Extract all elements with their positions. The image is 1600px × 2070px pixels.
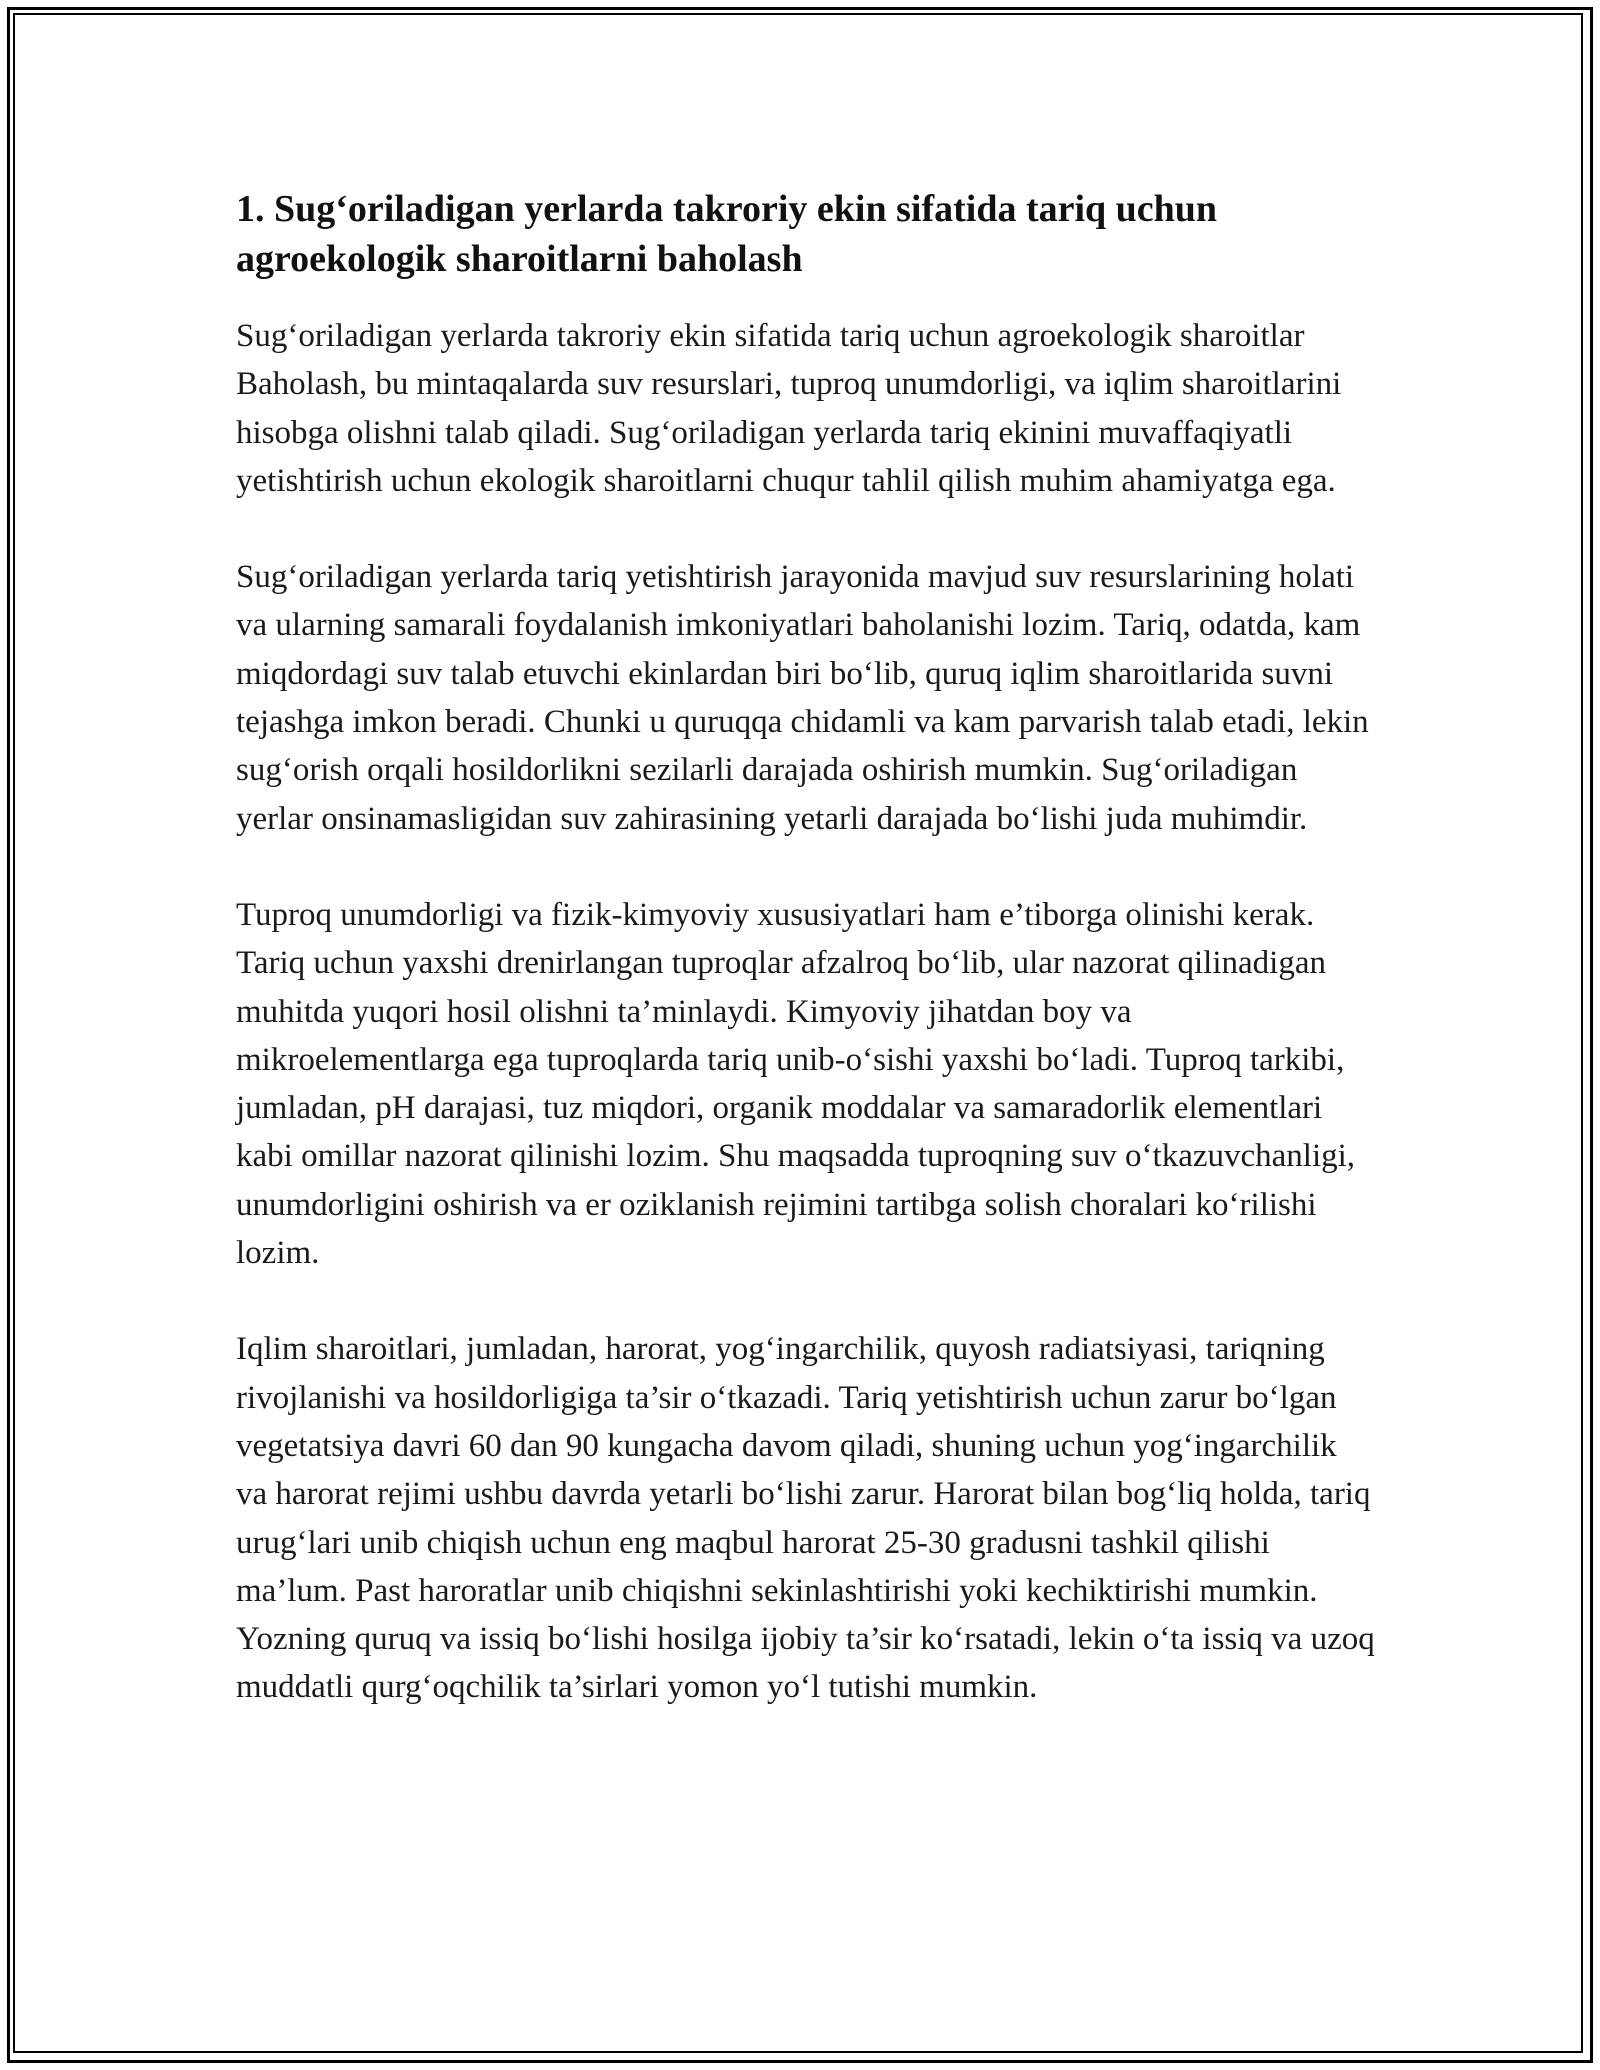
paragraph-soil-fertility: Tuproq unumdorligi va fizik-kimyoviy xususiyatlari ham e’tiborga olinishi kerak. Tariq uchun yaxshi drenirlangan tuproqlar afzalroq bo‘lib, ular nazorat qilinadigan muhitda yuqori hosil olishni ta’minlaydi. Kimyoviy jihatdan boy va mikroelementlarga ega tuproqlarda tariq unib-o‘sishi yaxshi bo‘ladi. Tuproq tarkibi, jumladan, pH darajasi, tuz miqdori, organik moddalar va samaradorlik elementlari kabi omillar nazorat qilinishi lozim. Shu maqsadda tuproqning suv o‘tkazuvchanligi, unumdorligini oshirish va er oziklanish rejimini tartibga solish choralari ko‘rilishi lozim. xyxy=(236,896,1356,1272)
paragraph-intro: Sug‘oriladigan yerlarda takroriy ekin sifatida tariq uchun agroekologik sharoitlar Baholash, bu mintaqalarda suv resurslari, tuproq unumdorligi, va iqlim sharoitlarini hisobga olishni talab qiladi. Sug‘oriladigan yerlarda tariq ekinini muvaffaqiyatli yetishtirish uchun ekologik sharoitlarni chuqur tahlil qilish muhim ahamiyatga ega. xyxy=(236,318,1342,499)
section-heading: 1. Sug‘oriladigan yerlarda takroriy ekin sifatida tariq uchun agroekologik sharoitlarni baholash xyxy=(236,188,1218,280)
paragraph-water-resources: Sug‘oriladigan yerlarda tariq yetishtirish jarayonida mavjud suv resurslarining holati va ularning samarali foydalanish imkoniyatlari baholanishi lozim. Tariq, odatda, kam miqdordagi suv talab etuvchi ekinlardan biri bo‘lib, quruq iqlim sharoitlarida suvni tejashga imkon beradi. Chunki u quruqqa chidamli va kam parvarish talab etadi, lekin sug‘orish orqali hosildorlikni sezilarli darajada oshirish mumkin. Sug‘oriladigan yerlar onsinamasligidan suv zahirasining yetarli darajada bo‘lishi juda muhimdir. xyxy=(236,559,1369,837)
document-body xyxy=(236,184,1376,1760)
paragraph-climate-conditions: Iqlim sharoitlari, jumladan, harorat, yog‘ingarchilik, quyosh radiatsiyasi, tariqning rivojlanishi va hosildorligiga ta’sir o‘tkazadi. Tariq yetishtirish uchun zarur bo‘lgan vegetatsiya davri 60 dan 90 kungacha davom qiladi, shuning uchun yog‘ingarchilik va harorat rejimi ushbu davrda yetarli bo‘lishi zarur. Harorat bilan bog‘liq holda, tariq urug‘lari unib chiqish uchun eng maqbul harorat 25-30 gradusni tashkil qilishi ma’lum. Past haroratlar unib chiqishni sekinlashtirishi yoki kechiktirishi mumkin. Yozning quruq va issiq bo‘lishi hosilga ijobiy ta’sir ko‘rsatadi, lekin o‘ta issiq va uzoq muddatli qurg‘oqchilik ta’sirlari yomon yo‘l tutishi mumkin. xyxy=(236,1331,1375,1706)
